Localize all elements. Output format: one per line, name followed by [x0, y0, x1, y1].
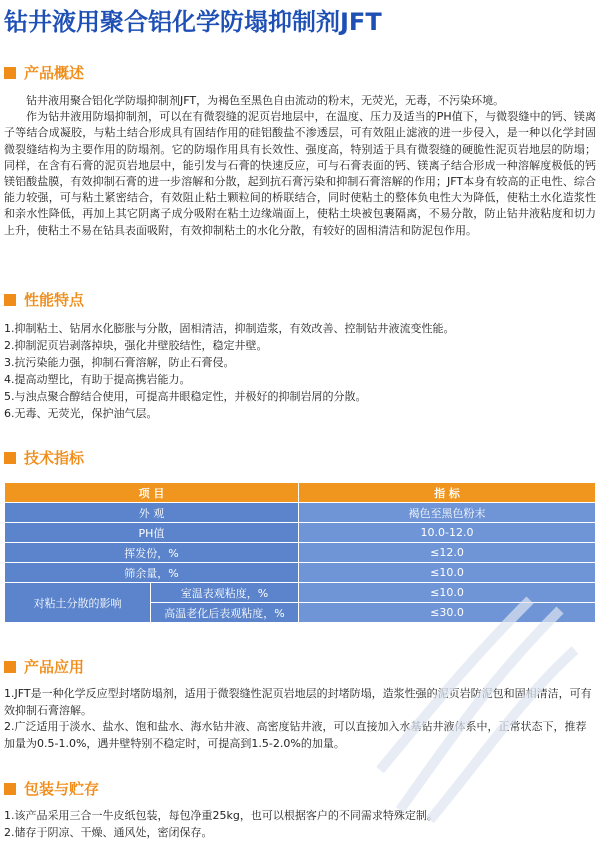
table-header-row: [5, 483, 596, 503]
table-cell-value: 10.0-12.0: [299, 523, 596, 543]
application-text: [4, 686, 596, 752]
orange-square-icon: [4, 67, 16, 79]
table-cell-value: ≤10.0: [299, 583, 596, 603]
section-application-label: 产品应用: [24, 658, 85, 676]
list-item: 3.抗污染能力强，抑制石膏溶解，防止石膏侵。: [4, 356, 235, 369]
section-overview-label: 产品概述: [24, 64, 85, 82]
overview-paragraph: 作为钻井液用防塌抑制剂，可以在有微裂缝的泥页岩地层中，在温度、压力及适当的PH值下，与微裂缝中的钙、镁离子等结合成凝胶，与粘土结合形成具有固结作用的硅铝酸盐不渗透层，可有效阻止滤液的进一步侵入，是一种以化学封固微裂缝结构为主要作用的防塌剂。它的防塌作用具有长效性、强度高，特别适于具有微裂缝的硬脆性泥页岩地层的防塌；同样，在含有石膏的泥页岩地层中，能引发与石膏的快速反应，可与石膏表面的钙、镁离子结合形成一种溶解度极低的钙镁铝酸盐膜，有效抑制石膏的进一步溶解和分散，起到抗石膏污染和抑制石膏溶解的作用；JFT本身有较高的正电性、综合能力较强，可与粘土紧密结合，有效阻止粘土颗粒间的桥联结合，同时使粘土的整体负电性大为降低，使粘土水化造浆性和亲水性降低，再加上其它阴离子成分吸附在粘土边缘端面上，使粘土块被包裹隔离，不易分散，防止钻井液粘度和切力上升，使粘土不易在钻具表面吸附，有效抑制粘土的水化分散，有较好的固相清洁和防泥包作用。: [4, 110, 596, 237]
list-item: 4.提高动塑比，有助于提高携岩能力。: [4, 373, 191, 386]
overview-text: [4, 93, 596, 239]
spec-table: [4, 482, 596, 623]
table-cell-value: ≤12.0: [299, 543, 596, 563]
table-header-value: 指 标: [299, 483, 596, 503]
section-packaging-label: 包装与贮存: [24, 780, 100, 798]
orange-square-icon: [4, 294, 16, 306]
table-cell-item: 室温表观粘度，%: [150, 583, 298, 603]
table-row: [5, 563, 596, 583]
table-cell-item: 外 观: [5, 503, 299, 523]
table-row: [5, 583, 596, 603]
packaging-list: [4, 807, 596, 841]
orange-square-icon: [4, 661, 16, 673]
list-item: 2.抑制泥页岩剥落掉块，强化井壁胶结性，稳定井壁。: [4, 339, 268, 352]
list-item: 1.该产品采用三合一牛皮纸包装，每包净重25kg，也可以根据客户的不同需求特殊定制。: [4, 809, 438, 822]
table-header-item: 项 目: [5, 483, 299, 503]
table-cell-item: 高温老化后表观粘度，%: [150, 603, 298, 623]
section-features-header: [4, 289, 84, 310]
table-cell-item: PH值: [5, 523, 299, 543]
table-row: [5, 523, 596, 543]
list-item: 2.广泛适用于淡水、盐水、饱和盐水、海水钻井液、高密度钻井液，可以直接加入水基钻井液体系中，正常状态下，推荐加量为0.5-1.0%，遇井壁特别不稳定时，可提高到1.5-2.0%的加量。: [4, 720, 587, 750]
table-cell-value: 褐色至黑色粉末: [299, 503, 596, 523]
list-item: 1.JFT是一种化学反应型封堵防塌剂，适用于微裂缝性泥页岩地层的封堵防塌，造浆性强的泥页岩防泥包和固相清洁，可有效抑制石膏溶解。: [4, 687, 592, 717]
orange-square-icon: [4, 783, 16, 795]
table-row: [5, 543, 596, 563]
page-title: 钻井液用聚合铝化学防塌抑制剂JFT: [4, 8, 382, 36]
table-row: [5, 503, 596, 523]
list-item: 2.储存于阴凉、干燥、通风处，密闭保存。: [4, 826, 213, 839]
table-group-label: 对粘土分散的影响: [5, 583, 151, 623]
section-specs-header: [4, 447, 84, 468]
table-cell-value: ≤30.0: [299, 603, 596, 623]
list-item: 1.抑制粘土、钻屑水化膨胀与分散，固相清洁，抑制造浆，有效改善、控制钻井液流变性能。: [4, 322, 455, 335]
overview-paragraph: 钻井液用聚合铝化学防塌抑制剂JFT，为褐色至黑色自由流动的粉末，无荧光，无毒，不污染环境。: [26, 94, 505, 107]
section-application-header: [4, 656, 84, 677]
section-features-label: 性能特点: [24, 291, 85, 309]
table-cell-item: 筛余量，%: [5, 563, 299, 583]
orange-square-icon: [4, 452, 16, 464]
list-item: 6.无毒、无荧光，保护油气层。: [4, 407, 158, 420]
list-item: 5.与浊点聚合醇结合使用，可提高井眼稳定性，并极好的抑制岩屑的分散。: [4, 390, 367, 403]
section-specs-label: 技术指标: [24, 449, 85, 467]
section-overview-header: [4, 62, 84, 83]
features-list: [4, 320, 596, 422]
section-packaging-header: [4, 778, 99, 799]
table-cell-item: 挥发份，%: [5, 543, 299, 563]
table-cell-value: ≤10.0: [299, 563, 596, 583]
